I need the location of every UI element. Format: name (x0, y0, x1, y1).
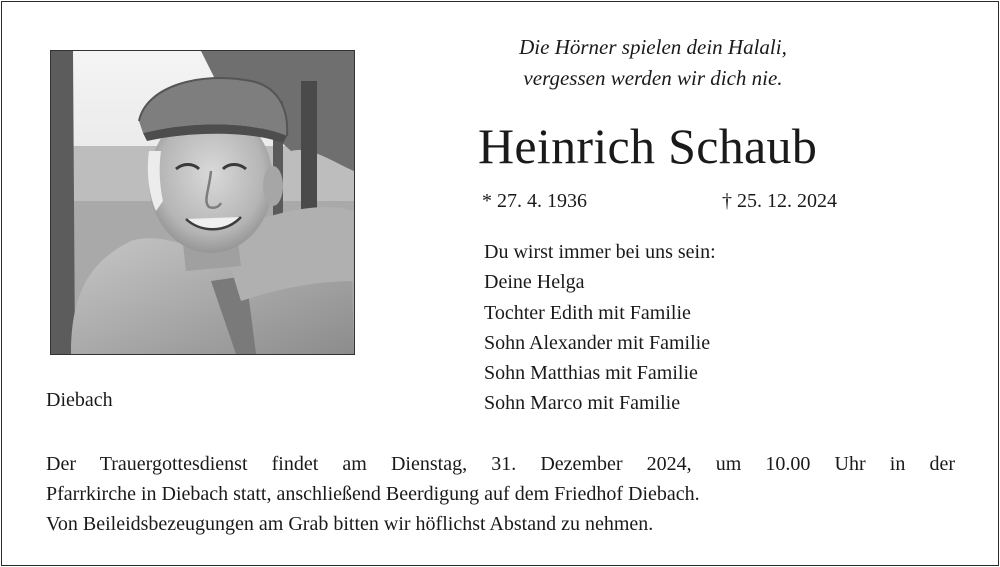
mourners-line: Sohn Marco mit Familie (484, 392, 681, 415)
mourners-line: Deine Helga (484, 271, 585, 294)
place-name: Diebach (46, 389, 113, 411)
portrait-photo (50, 50, 355, 355)
quote-line-2: vergessen werden wir dich nie. (523, 66, 783, 90)
mourners-line: Sohn Alexander mit Familie (484, 331, 711, 354)
death-date: † 25. 12. 2024 (722, 190, 837, 212)
mourners-list (484, 237, 716, 419)
notice-line-1: Der Trauergottesdienst findet am Dienstag, 31. Dezember 2024, um 10.00 Uhr in der (46, 453, 955, 475)
birth-date: * 27. 4. 1936 (482, 190, 587, 212)
deceased-name: Heinrich Schaub (478, 118, 818, 174)
mourners-line: Tochter Edith mit Familie (484, 301, 691, 324)
quote-line-1: Die Hörner spielen dein Halali, (519, 35, 787, 59)
notice-line-3: Von Beileidsbezeugungen am Grab bitten wir höflichst Abstand zu nehmen. (46, 513, 654, 535)
service-notice (46, 449, 955, 539)
memorial-quote (430, 32, 876, 94)
mourners-line: Du wirst immer bei uns sein: (484, 241, 716, 263)
mourners-line: Sohn Matthias mit Familie (484, 362, 698, 385)
notice-line-2: Pfarrkirche in Diebach statt, anschließend Beerdigung auf dem Friedhof Diebach. (46, 483, 700, 505)
